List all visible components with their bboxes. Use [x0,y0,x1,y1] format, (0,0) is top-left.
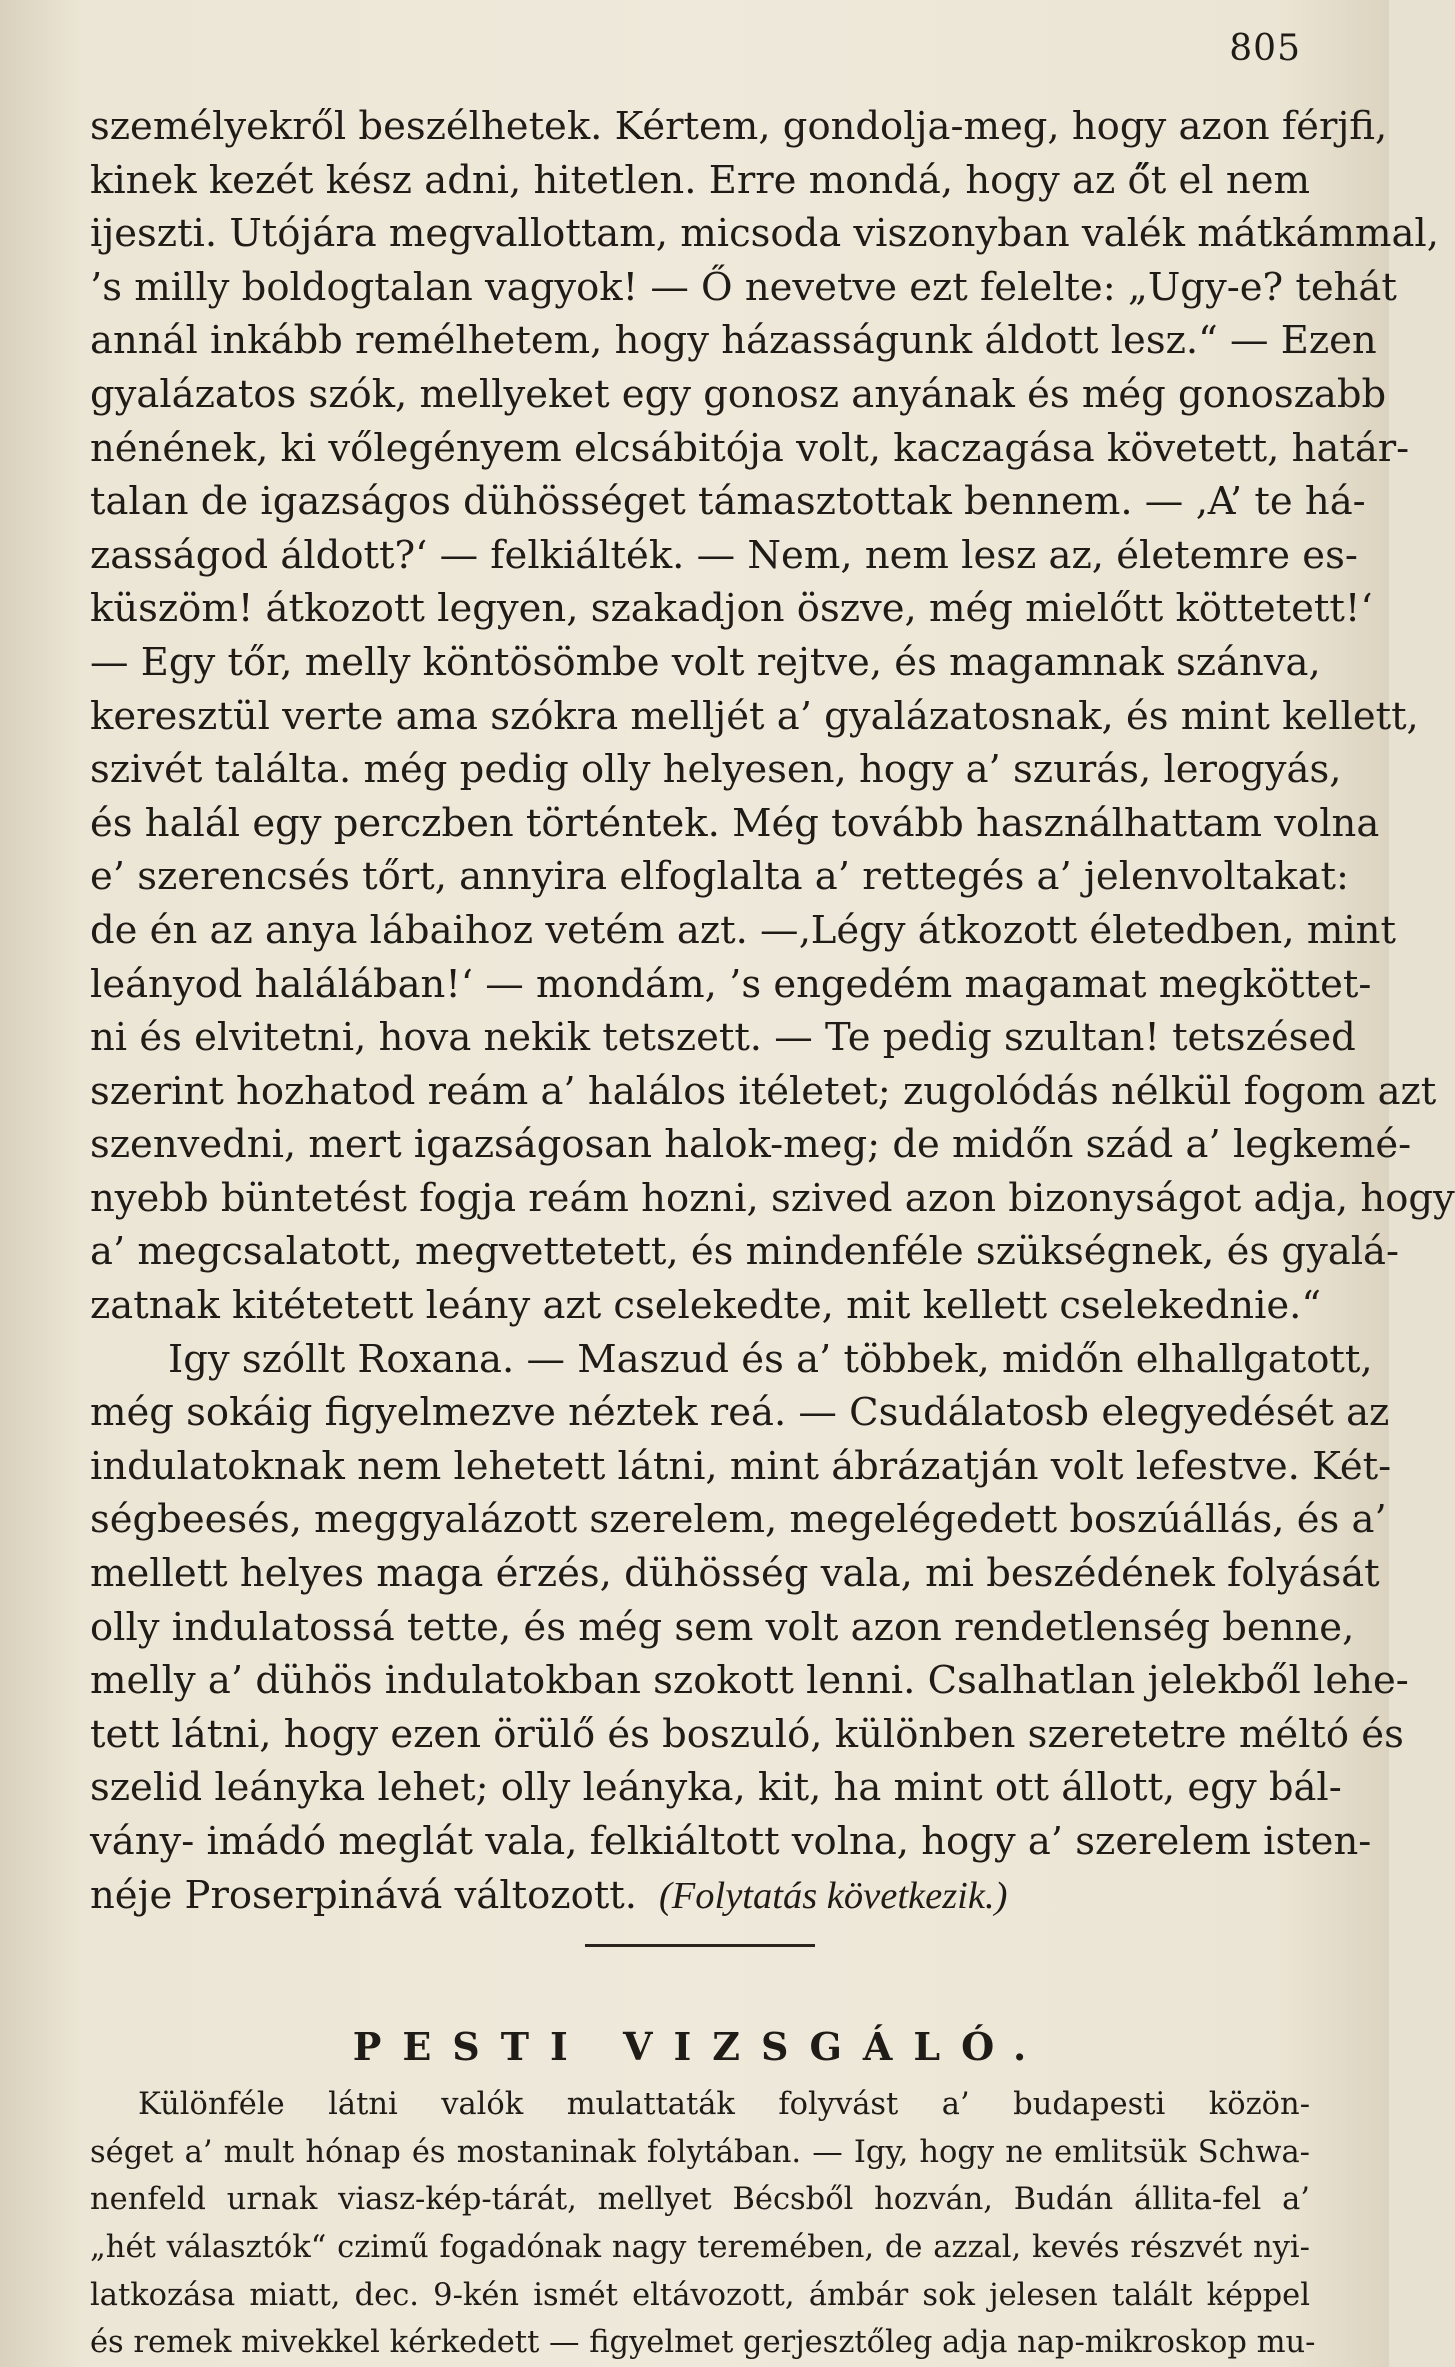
text-line: nyebb büntetést fogja reám hozni, szived azon bizonyságot adja, hogy [90,1175,1455,1221]
text-line: ségbeesés, meggyalázott szerelem, megelégedett boszúállás, és a’ [90,1497,1387,1543]
section-divider [585,1944,815,1947]
text-line: személyekről beszélhetek. Kértem, gondolja-meg, hogy azon férjfi, [90,104,1388,149]
text-line: a’ megcsalatott, megvettetett, és mindenféle szükségnek, és gyalá- [90,1229,1399,1275]
text-line: — Egy tőr, melly köntösömbe volt rejtve, és magamnak szánva, [90,639,1321,685]
text-line: Igy szóllt Roxana. — Maszud és a’ többek, midőn elhallgatott, [168,1336,1373,1382]
section-title: PESTI VIZSGÁLÓ. [352,2024,1048,2070]
text-line: de én az anya lábaihoz vetém azt. —‚Légy átkozott életedben, mint [90,907,1396,953]
text-line: gyalázatos szók, mellyeket egy gonosz anyának és még gonoszabb [90,371,1387,417]
section-body [90,2081,1316,2367]
small-text-line: latkozása miatt, dec. 9-kén ismét eltávozott, ámbár sok jelesen talált képpel [90,2277,1310,2313]
paragraph-1 [90,100,1455,1333]
text-line: talan de igazságos dühösséget támasztottak bennem. — ‚A’ te há- [90,479,1366,525]
text-line: olly indulatossá tette, és még sem volt azon rendetlenség benne, [90,1604,1355,1650]
text-line: zatnak kitétetett leány azt cselekedte, mit kellett cselekednie.“ [90,1283,1322,1329]
text-line: tett látni, hogy ezen örülő és boszuló, különben szeretetre méltó és [90,1711,1404,1757]
text-line: annál inkább remélhetem, hogy házasságunk áldott lesz.“ — Ezen [90,318,1377,364]
text-line: zasságod áldott?‘ — felkiálték. — Nem, nem lesz az, életemre es- [90,532,1358,578]
text-line: indulatoknak nem lehetett látni, mint ábrázatján volt lefestve. Két- [90,1443,1392,1489]
text-line: szelid leányka lehet; olly leányka, kit, ha mint ott állott, egy bál- [90,1765,1342,1811]
text-line: kinek kezét kész adni, hitetlen. Erre mondá, hogy az ő̋t el nem [90,157,1310,203]
text-line: ijeszti. Utójára megvallottam, micsoda viszonyban valék mátkámmal, [90,211,1439,257]
page-number: 805 [1229,28,1301,69]
text-line: szerint hozhatod reám a’ halálos itéletet; zugolódás nélkül fogom azt [90,1068,1437,1114]
text-line: vány- imádó meglát vala, felkiáltott volna, hogy a’ szerelem isten- [90,1819,1372,1864]
small-text-line: és remek mivekkel kérkedett — figyelmet gerjesztőleg adja nap-mikroskop mu- [90,2325,1316,2361]
continuation-note: (Folytatás következik.) [658,1874,1008,1917]
small-text-line: nenfeld urnak viasz-kép-tárát, mellyet Bécsből hozván, Budán állita-fel a’ [90,2182,1310,2218]
text-line: ni és elvitetni, hova nekik tetszett. — Te pedig szultan! tetszésed [90,1015,1356,1061]
small-text-line: „hét választók“ czimű fogadónak nagy teremében, de azzal, kevés részvét nyi- [90,2229,1310,2265]
paragraph-2 [90,1333,1409,1923]
text-line: nénének, ki vőlegényem elcsábitója volt, kaczagása követett, határ- [90,425,1410,471]
text-line: keresztül verte ama szókra melljét a’ gyalázatosnak, és mint kellett, [90,693,1419,739]
main-text [90,100,1455,2367]
text-line: melly a’ dühös indulatokban szokott lenni. Csalhatlan jelekből lehe- [90,1658,1409,1704]
text-line: e’ szerencsés tőrt, annyira elfoglalta a’ rettegés a’ jelenvoltakat: [90,854,1349,900]
text-line: ’s milly boldogtalan vagyok! — Ő nevetve ezt felelte: „Ugy-e? tehát [90,264,1397,310]
small-text-line: Különféle látni valók mulattaták folyvást a’ budapesti közön- [138,2087,1310,2123]
small-text-line: séget a’ mult hónap és mostaninak folytában. — Igy, hogy ne emlitsük Schwa- [90,2134,1310,2170]
final-sentence: néje Proserpinává változott. [90,1872,637,1918]
text-line: küszöm! átkozott legyen, szakadjon öszve, még mielőtt köttetett!‘ [90,586,1373,632]
text-line: még sokáig figyelmezve néztek reá. — Csudálatosb elegyedését az [90,1390,1390,1436]
text-line: leányod halálában!‘ — mondám, ’s engedém magamat megköttet- [90,961,1372,1007]
text-line: mellett helyes maga érzés, dühösség vala, mi beszédének folyását [90,1551,1380,1597]
text-line: szivét találta. még pedig olly helyesen, hogy a’ szurás, lerogyás, [90,747,1342,793]
text-line: szenvedni, mert igazságosan halok-meg; de midőn szád a’ legkemé- [90,1122,1412,1168]
text-line-final [90,1869,1310,1923]
text-line: és halál egy perczben történtek. Még tovább használhattam volna [90,800,1380,846]
